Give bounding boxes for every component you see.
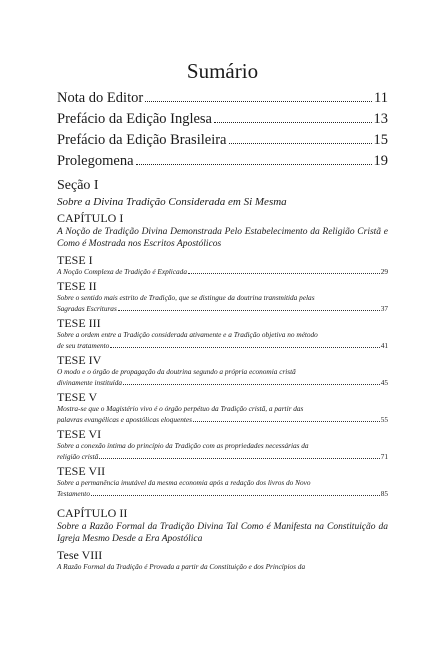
thesis-entry[interactable]	[57, 440, 388, 462]
thesis-heading: TESE IV	[57, 353, 102, 367]
section-heading: Seção I	[57, 178, 99, 193]
thesis-heading: TESE II	[57, 279, 97, 293]
thesis-text-cont: Testamento	[57, 489, 90, 498]
toc-entry-prefacio-brasileira[interactable]	[57, 130, 388, 150]
thesis-entry[interactable]	[57, 477, 388, 499]
thesis-heading: TESE VII	[57, 464, 106, 478]
toc-entry-label: Prefácio da Edição Inglesa	[57, 111, 212, 127]
thesis-page: 29	[380, 267, 388, 276]
thesis-page: 45	[380, 378, 388, 387]
toc-entry-label: Nota do Editor	[57, 90, 144, 106]
toc-entry-page: 19	[373, 153, 388, 169]
dot-leader	[193, 421, 380, 422]
dot-leader	[136, 164, 372, 165]
thesis-entry[interactable]	[57, 266, 388, 277]
toc-entry-label: Prolegomena	[57, 153, 134, 169]
thesis-entry[interactable]	[57, 292, 388, 314]
toc-entry-label: Prefácio da Edição Brasileira	[57, 132, 227, 148]
chapter-heading: CAPÍTULO II	[57, 506, 128, 520]
dot-leader	[229, 143, 372, 144]
thesis-text: O modo e o órgão de propagação da doutrina segundo a própria economia cristã	[57, 367, 296, 376]
thesis-text-cont: religião cristã	[57, 452, 99, 461]
thesis-text-cont: Sagradas Escrituras	[57, 304, 117, 313]
toc-entry-page: 15	[373, 132, 388, 148]
toc-entry-prolegomena[interactable]	[57, 151, 388, 171]
thesis-page: 85	[380, 489, 388, 498]
dot-leader	[214, 122, 372, 123]
thesis-text: A Razão Formal da Tradição é Provada a partir da Constituição e dos Princípios da	[57, 562, 306, 571]
thesis-page: 41	[380, 341, 388, 350]
thesis-text-cont: divinamente instituída	[57, 378, 123, 387]
thesis-heading: TESE VI	[57, 427, 102, 441]
dot-leader	[188, 273, 380, 274]
thesis-text: Sobre a conexão íntima do princípio da Tradição com as propriedades necessárias da	[57, 441, 309, 450]
thesis-text-cont: palavras evangélicas e apostólicas eloquentes	[57, 415, 192, 424]
thesis-page: 55	[380, 415, 388, 424]
toc-entry-page: 11	[374, 90, 388, 106]
thesis-heading: TESE I	[57, 253, 93, 267]
thesis-text-cont: de seu tratamento	[57, 341, 110, 350]
dot-leader	[110, 347, 379, 348]
toc-entry-prefacio-inglesa[interactable]	[57, 109, 388, 129]
section-subtitle: Sobre a Divina Tradição Considerada em Si Mesma	[57, 196, 287, 208]
thesis-page: 37	[380, 304, 388, 313]
thesis-entry[interactable]	[57, 366, 388, 388]
chapter-subtitle: A Noção de Tradição Divina Demonstrada Pelo Estabelecimento da Religião Cristã e Como é Mostrada nos Escritos Apostólicos	[57, 227, 388, 249]
dot-leader	[145, 101, 372, 102]
chapter-heading: CAPÍTULO I	[57, 211, 124, 225]
page-title: Sumário	[186, 59, 259, 83]
dot-leader	[91, 495, 380, 496]
thesis-text: Sobre a ordem entre a Tradição considerada ativamente e a Tradição objetiva no método	[57, 330, 318, 339]
toc-entry-nota-do-editor[interactable]	[57, 88, 388, 108]
thesis-heading: TESE III	[57, 316, 101, 330]
thesis-entry[interactable]	[57, 403, 388, 425]
thesis-entry[interactable]	[57, 561, 388, 572]
dot-leader	[123, 384, 380, 385]
thesis-heading: TESE V	[57, 390, 98, 404]
thesis-page: 71	[380, 452, 388, 461]
thesis-entry[interactable]	[57, 329, 388, 351]
thesis-text: A Noção Complexa de Tradição é Explicada	[57, 267, 187, 276]
chapter-subtitle: Sobre a Razão Formal da Tradição Divina Tal Como é Manifesta na Constituição da Igreja Mesmo Desde a Era Apostólica	[57, 522, 388, 544]
toc-entry-page: 13	[373, 111, 388, 127]
thesis-text: Sobre o sentido mais estrito de Tradição, que se distingue da doutrina transmitida pelas	[57, 293, 315, 302]
thesis-heading: Tese VIII	[57, 548, 103, 562]
dot-leader	[118, 310, 380, 311]
dot-leader	[99, 458, 379, 459]
thesis-text: Mostra-se que o Magistério vivo é o órgão perpétuo da Tradição cristã, a partir das	[57, 404, 304, 413]
thesis-text: Sobre a permanência imutável da mesma economia após a redação dos livros do Novo	[57, 478, 311, 487]
